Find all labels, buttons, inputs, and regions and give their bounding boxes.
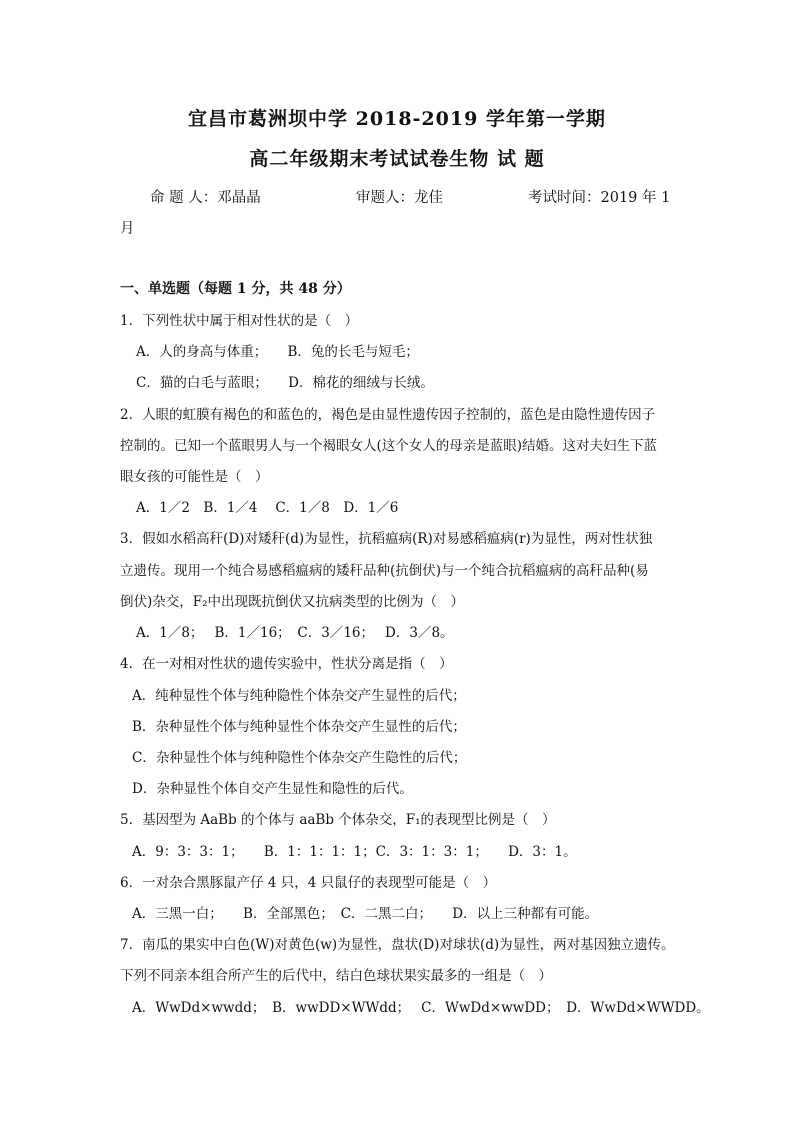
question-1-options-ab: A．人的身高与体重； B．兔的长毛与短毛； <box>136 344 419 360</box>
question-7-stem-line1: 7．南瓜的果实中白色(W)对黄色(w)为显性，盘状(D)对球状(d)为显性，两对基因独立遗传。 <box>120 937 675 953</box>
question-4-option-d: D．杂种显性个体自交产生显性和隐性的后代。 <box>132 781 413 797</box>
exam-time-continued: 月 <box>120 221 135 237</box>
question-6-stem: 6．一对杂合黑豚鼠产仔 4 只，4 只鼠仔的表现型可能是（ ） <box>120 875 497 891</box>
question-5-stem: 5．基因型为 AaBb 的个体与 aaBb 个体杂交，F₁的表现型比例是（ ） <box>120 812 556 828</box>
question-4-option-b: B．杂种显性个体与纯种显性个体杂交产生显性的后代； <box>132 719 466 735</box>
question-4-stem: 4．在一对相对性状的遗传实验中，性状分离是指（ ） <box>120 656 453 672</box>
question-3-stem-line2: 立遗传。现用一个纯合易感稻瘟病的矮秆品种(抗倒伏)与一个纯合抗稻瘟病的高秆品种(易 <box>120 563 649 579</box>
question-3-stem-line3: 倒伏)杂交，F₂中出现既抗倒伏又抗病类型的比例为（ ） <box>120 594 465 610</box>
question-1-options-cd: C．猫的白毛与蓝眼； D．棉花的细绒与长绒。 <box>136 375 434 391</box>
author-info: 命 题 人：邓晶晶 <box>150 190 261 206</box>
question-3-stem-line1: 3．假如水稻高秆(D)对矮秆(d)为显性，抗稻瘟病(R)对易感稻瘟病(r)为显性，两对性状独 <box>120 531 653 547</box>
section-heading: 一、单选题（每题 1 分，共 48 分） <box>120 281 351 297</box>
question-2-stem-line2: 控制的。已知一个蓝眼男人与一个褐眼女人(这个女人的母亲是蓝眼)结婚。这对夫妇生下蓝 <box>120 438 658 454</box>
exam-time-info: 考试时间：2019 年 1 <box>528 190 671 206</box>
question-7-options: A．WwDd×wwdd； B．wwDD×WWdd； C．WwDd×wwDD； D．WwDd×WWDD。 <box>132 1000 710 1016</box>
question-2-stem-line3: 眼女孩的可能性是（ ） <box>120 469 269 485</box>
question-7-stem-line2: 下列不同亲本组合所产生的后代中，结白色球状果实最多的一组是（ ） <box>120 968 552 984</box>
question-6-options: A．三黑一白； B．全部黑色； C．二黑二白； D．以上三种都有可能。 <box>132 906 599 922</box>
question-5-options: A．9：3：3：1； B．1：1：1：1；C．3：1：3：1； D．3：1。 <box>132 844 577 860</box>
exam-title-school: 宜昌市葛洲坝中学 2018-2019 学年第一学期 <box>188 108 606 130</box>
question-3-options: A．1／8； B．1／16； C．3／16； D．3／8。 <box>136 625 454 641</box>
question-4-option-a: A．纯种显性个体与纯种隐性个体杂交产生显性的后代； <box>132 688 466 704</box>
reviewer-info: 审题人：龙佳 <box>356 190 443 206</box>
question-4-option-c: C．杂种显性个体与纯种隐性个体杂交产生隐性的后代； <box>132 750 467 766</box>
question-1-stem: 1．下列性状中属于相对性状的是（ ） <box>120 313 359 329</box>
exam-title-subject: 高二年级期末考试试卷生物 试 题 <box>249 148 545 170</box>
question-2-stem-line1: 2．人眼的虹膜有褐色的和蓝色的，褐色是由显性遗传因子控制的，蓝色是由隐性遗传因子 <box>120 407 656 423</box>
question-2-options: A．1／2 B．1／4 C．1／8 D．1／6 <box>136 500 399 516</box>
